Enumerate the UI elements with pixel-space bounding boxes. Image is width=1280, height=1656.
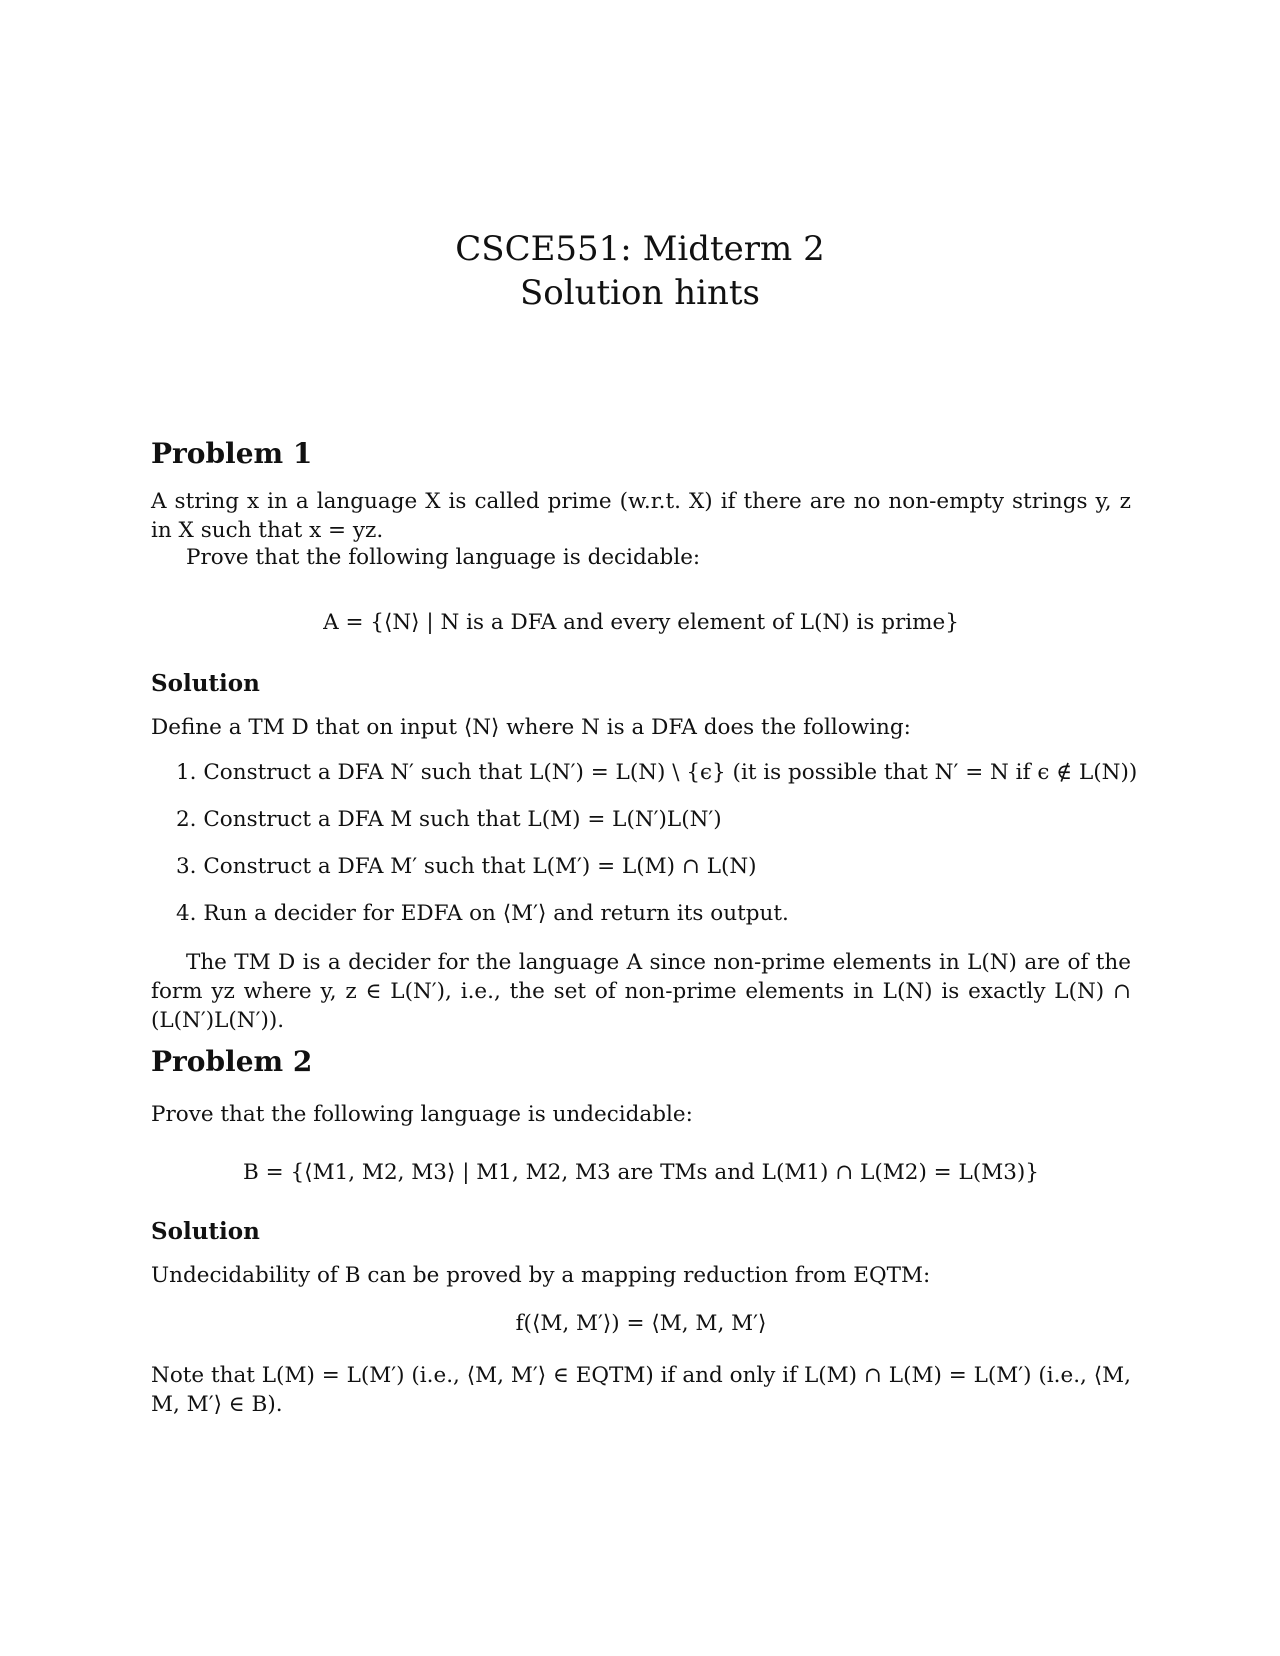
solution-step-4: 4. Run a decider for EDFA on ⟨M′⟩ and return its output. <box>176 901 789 926</box>
problem-1-statement: A string x in a language X is called prime (w.r.t. X) if there are no non-empty strings y, z in X such that x = yz. <box>151 489 1131 543</box>
problem-2-solution-heading: Solution <box>151 1218 260 1245</box>
solution-step-1: 1. Construct a DFA N′ such that L(N′) = L(N) \ {ϵ} (it is possible that N′ = N if ϵ ∉ L(N)) <box>176 760 1138 785</box>
problem-2-formula: B = {⟨M1, M2, M3⟩ | M1, M2, M3 are TMs and L(M1) ∩ L(M2) = L(M3)} <box>243 1160 1039 1185</box>
problem-1-heading: Problem 1 <box>151 437 313 470</box>
document-title: CSCE551: Midterm 2 <box>455 229 825 269</box>
reduction-formula: f(⟨M, M′⟩) = ⟨M, M, M′⟩ <box>515 1311 767 1336</box>
solution-step-3: 3. Construct a DFA M′ such that L(M′) = L(M) ∩ L(N) <box>176 854 757 879</box>
problem-2-note: Note that L(M) = L(M′) (i.e., ⟨M, M′⟩ ∈ EQTM) if and only if L(M) ∩ L(M) = L(M′) (i.e., ⟨M, M, M′⟩ ∈ B). <box>151 1363 1131 1417</box>
solution-step-2: 2. Construct a DFA M such that L(M) = L(N′)L(N′) <box>176 807 722 832</box>
problem-1-solution-heading: Solution <box>151 670 260 697</box>
problem-1-conclusion: The TM D is a decider for the language A since non-prime elements in L(N) are of the form yz where y, z ∈ L(N′), i.e., the set of non-prime elements in L(N) is exactly L(N) ∩ (L(N′)L(N′)). <box>151 950 1131 1033</box>
problem-2-task: Prove that the following language is undecidable: <box>151 1102 693 1127</box>
problem-2-solution-intro: Undecidability of B can be proved by a mapping reduction from EQTM: <box>151 1263 931 1288</box>
problem-2-heading: Problem 2 <box>151 1045 313 1078</box>
document-subtitle: Solution hints <box>519 273 761 313</box>
problem-1-task: Prove that the following language is decidable: <box>186 545 701 570</box>
problem-1-formula: A = {⟨N⟩ | N is a DFA and every element of L(N) is prime} <box>323 610 959 635</box>
problem-1-solution-intro: Define a TM D that on input ⟨N⟩ where N is a DFA does the following: <box>151 715 911 740</box>
